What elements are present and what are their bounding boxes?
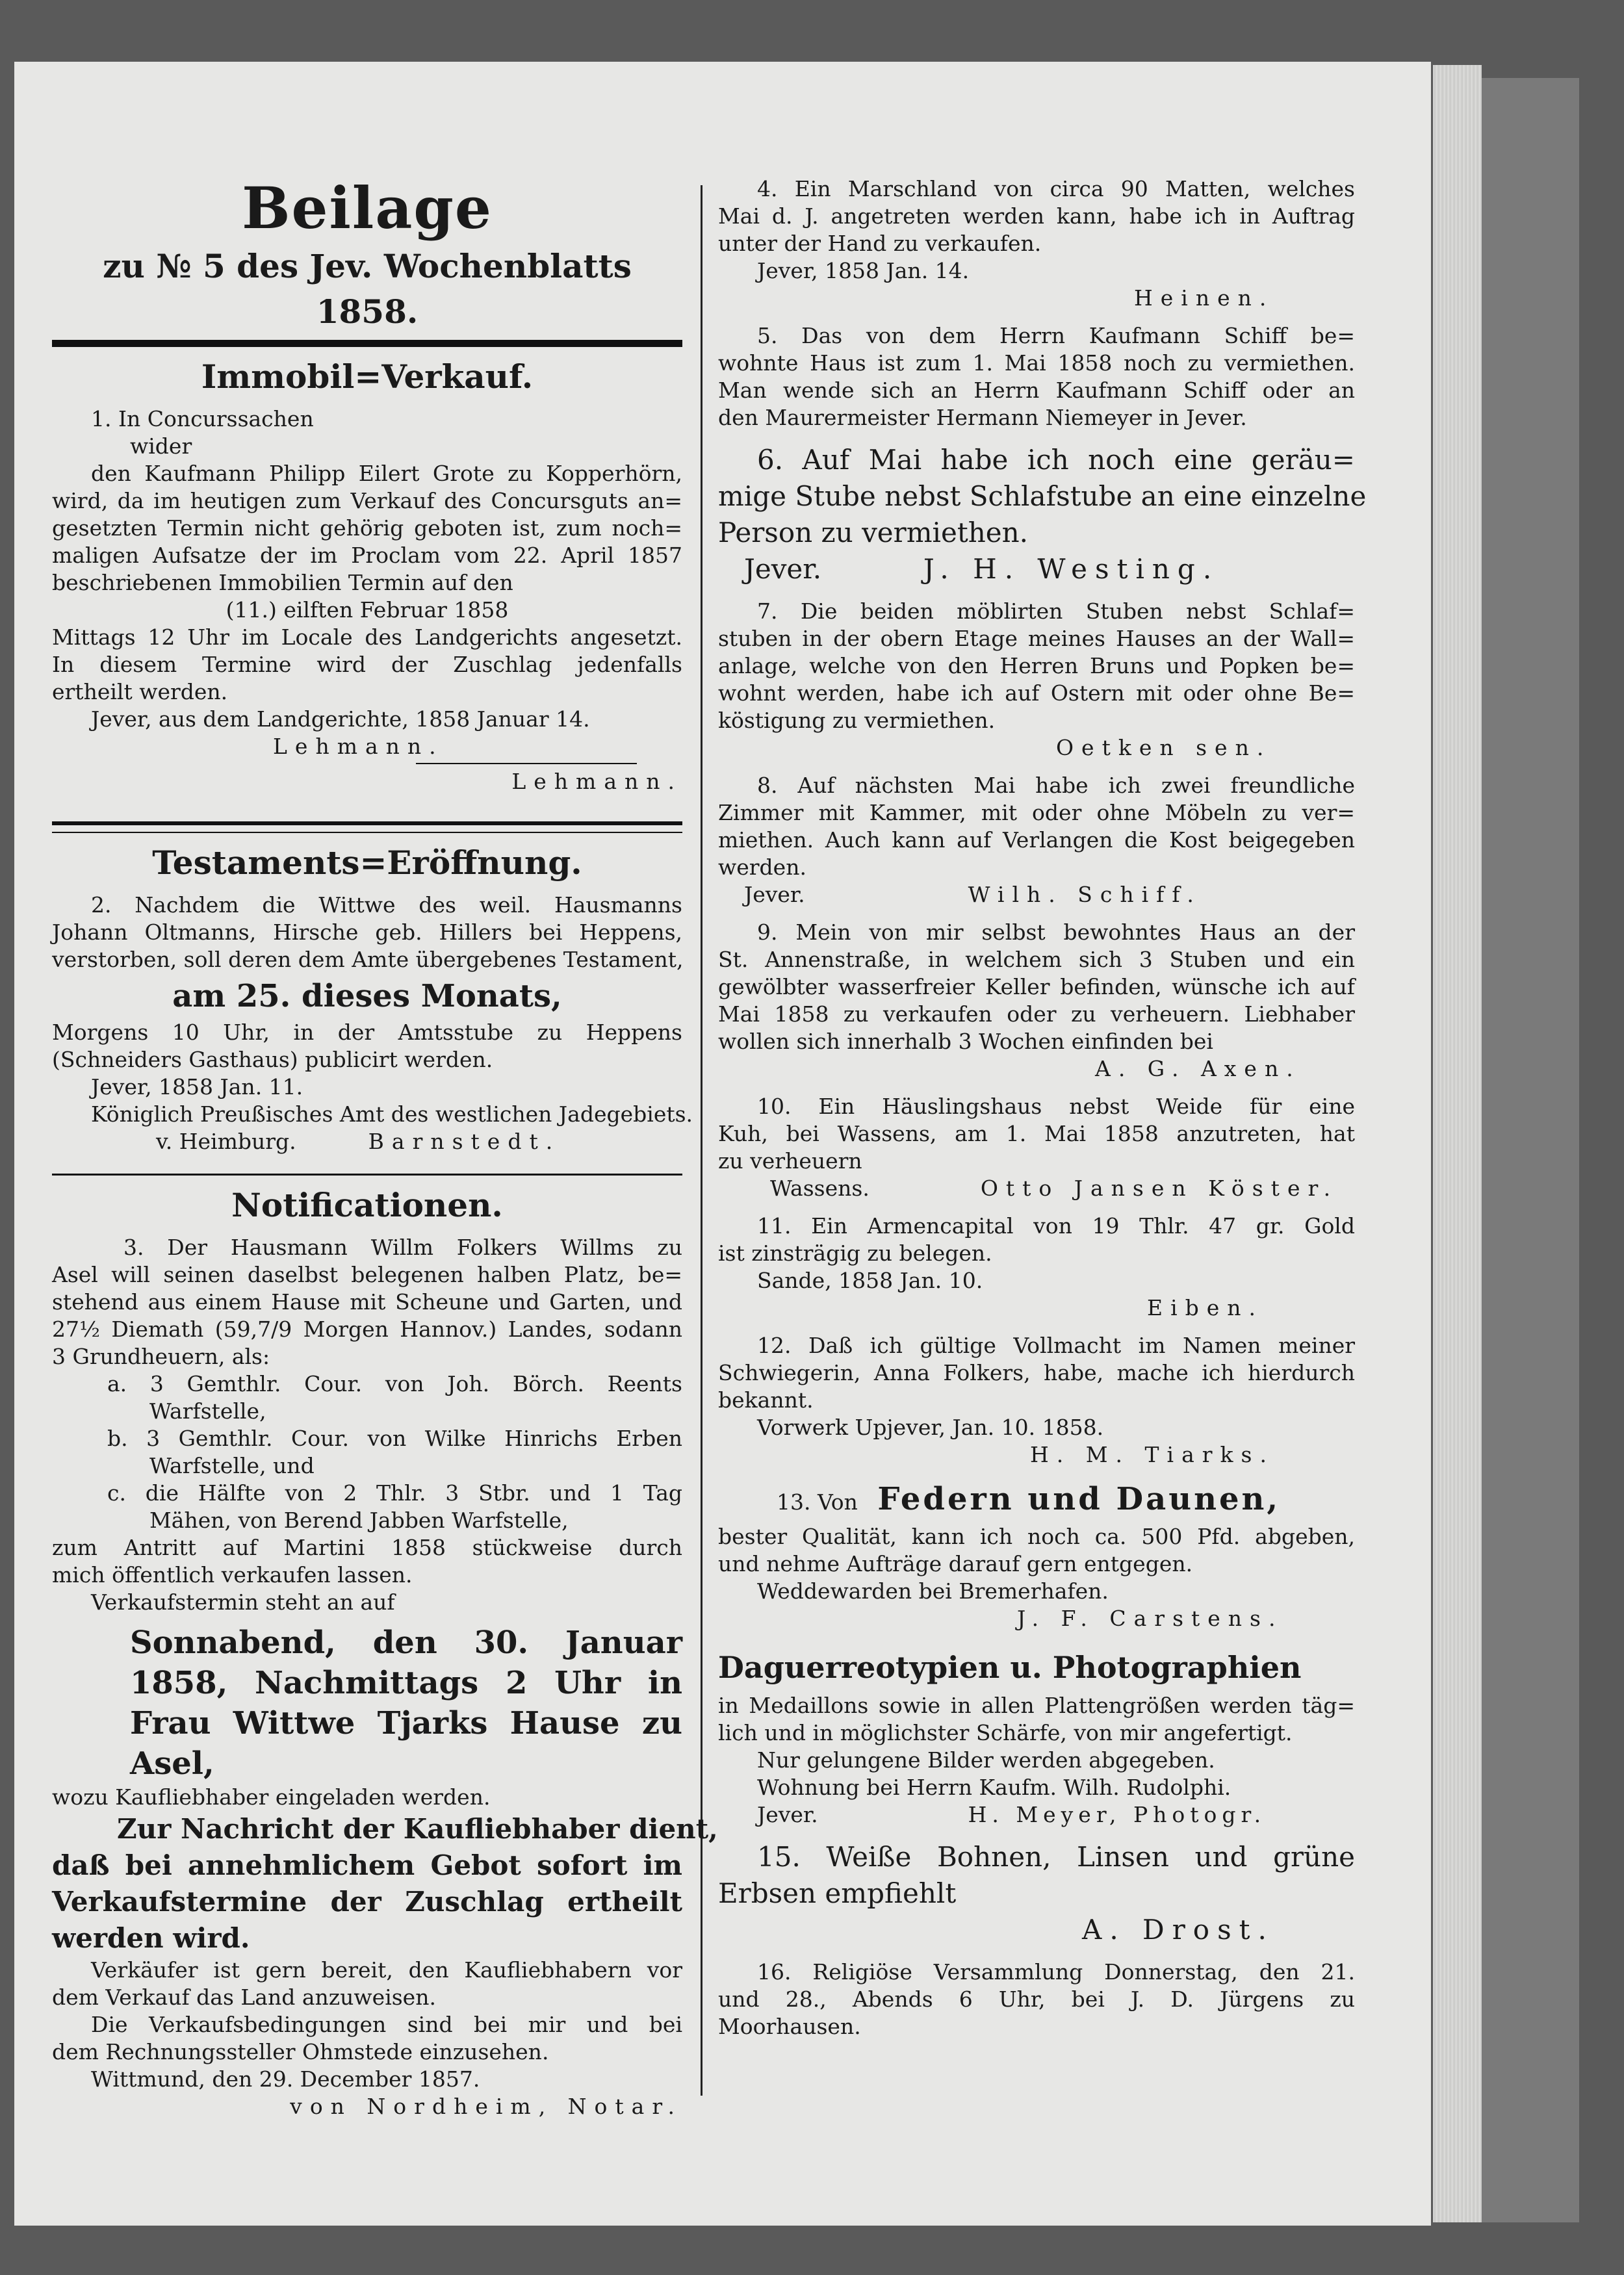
text-line: beschriebenen Immobilien Termin auf den <box>52 570 513 595</box>
text-line: den Maurermeister Hermann Niemeyer in Jever. <box>718 405 1247 430</box>
text-line: werden. <box>718 855 806 880</box>
signature: H. Meyer, Photogr. <box>968 1802 1267 1827</box>
signature: v. Heimburg. <box>156 1129 296 1154</box>
product-headline: Federn und Daunen, <box>877 1481 1281 1517</box>
bold-notice: Verkaufstermine der Zuschlag ertheilt <box>52 1886 682 1918</box>
place: Jever. <box>744 553 822 585</box>
section-heading: Testaments=Eröffnung. <box>152 843 582 882</box>
signature: Oetken sen. <box>1056 735 1272 760</box>
text-line: Mai 1858 zu verkaufen oder zu verheuern. Liebhaber <box>718 1001 1355 1027</box>
text-line: 15. Weiße Bohnen, Linsen und grüne <box>757 1841 1355 1873</box>
signature-line <box>718 1801 1355 1829</box>
text-line: 3. Der Hausmann Willm Folkers Willms zu <box>123 1235 682 1260</box>
signature-rule <box>416 763 637 764</box>
text-line: 7. Die beiden möblirten Stuben nebst Schlaf= <box>757 598 1355 624</box>
text-line: Erbsen empfiehlt <box>718 1877 957 1909</box>
text-line: 12. Daß ich gültige Vollmacht im Namen meiner <box>757 1333 1355 1358</box>
signature: Lehmann. <box>273 734 444 759</box>
text-line: maligen Aufsatze der im Proclam vom 22. April 1857 <box>52 543 682 568</box>
notice-6 <box>718 442 1367 587</box>
notice-16 <box>718 1959 1355 2040</box>
text-line: 11. Ein Armencapital von 19 Thlr. 47 gr. Gold <box>757 1213 1355 1239</box>
text-line: Sande, 1858 Jan. 10. <box>757 1268 983 1293</box>
text-line: Asel will seinen daselbst belegenen halben Platz, be= <box>52 1262 682 1287</box>
signature: H. M. Tiarks. <box>1030 1442 1274 1467</box>
text-line: wohnt werden, habe ich auf Ostern mit oder ohne Be= <box>718 680 1355 706</box>
signature: A. Drost. <box>1082 1914 1274 1946</box>
text-line: wollen sich innerhalb 3 Wochen einfinden bei <box>718 1029 1213 1054</box>
text-line: 3 Grundheuern, als: <box>52 1344 270 1369</box>
signature-line <box>52 1128 682 1155</box>
text-line: 13. Von <box>777 1489 858 1515</box>
list-item: Mähen, von Berend Jabben Warfstelle, <box>149 1508 569 1533</box>
text-line: mige Stube nebst Schlafstube an eine einzelne <box>718 480 1367 512</box>
bold-notice: werden wird. <box>52 1922 250 1954</box>
text-line: Zimmer mit Kammer, mit oder ohne Möbeln zu ver= <box>718 800 1355 825</box>
text-line: gesetzten Termin nicht gehörig geboten ist, zum noch= <box>52 515 682 541</box>
text-line: Wohnung bei Herrn Kaufm. Wilh. Rudolphi. <box>757 1775 1231 1800</box>
text-line: wohnte Haus ist zum 1. Mai 1858 noch zu vermiethen. <box>718 350 1355 376</box>
immobil-section <box>52 352 682 795</box>
text-line: stehend aus einem Hause mit Scheune und Garten, und <box>52 1289 682 1315</box>
text-line: gewölbter wasserfreier Keller befinden, wünsche ich auf <box>718 974 1355 999</box>
signature: von Nordheim, Notar. <box>290 2094 682 2119</box>
text-line: zu verheuern <box>718 1148 862 1174</box>
ad-heading: Daguerreotypien u. Photographien <box>718 1650 1302 1685</box>
date-announcement: 1858, Nachmittags 2 Uhr in <box>130 1665 682 1701</box>
text-line: Jever, 1858 Jan. 14. <box>757 258 970 283</box>
text-line: dem Verkauf das Land anzuweisen. <box>52 1985 436 2010</box>
text-line: lich und in möglichster Schärfe, von mir angefertigt. <box>718 1720 1293 1745</box>
section-heading: Notificationen. <box>231 1186 503 1224</box>
signature: Barnstedt. <box>368 1129 561 1154</box>
date-announcement: Sonnabend, den 30. Januar <box>130 1625 682 1661</box>
signature: Heinen. <box>1134 285 1274 311</box>
text-line: Johann Oltmanns, Hirsche geb. Hillers bei Heppens, <box>52 919 682 945</box>
text-line: wider <box>130 433 192 459</box>
text-line: Jever, aus dem Landgerichte, 1858 Januar 14. <box>91 706 590 732</box>
text-line: 5. Das von dem Herrn Kaufmann Schiff be= <box>757 323 1355 348</box>
text-line: Morgens 10 Uhr, in der Amtsstube zu Heppens <box>52 1020 682 1045</box>
notice-13 <box>718 1479 1355 1632</box>
signature: Eiben. <box>1147 1295 1264 1320</box>
text-line: in Medaillons sowie in allen Plattengrößen werden täg= <box>718 1693 1355 1718</box>
notice-4 <box>718 175 1355 312</box>
text-line: miethen. Auch kann auf Verlangen die Kost beigegeben <box>718 827 1355 853</box>
text-line: den Kaufmann Philipp Eilert Grote zu Kopperhörn, <box>91 461 682 486</box>
signature: J. H. Westing. <box>923 553 1220 585</box>
notice-14 <box>718 1647 1355 1829</box>
text-line: 2. Nachdem die Wittwe des weil. Hausmanns <box>91 892 682 918</box>
text-line: Wittmund, den 29. December 1857. <box>91 2066 480 2092</box>
text-line: 4. Ein Marschland von circa 90 Matten, welches <box>757 176 1355 201</box>
supplement-title: Beilage <box>242 174 493 242</box>
text-line: 6. Auf Mai habe ich noch eine geräu= <box>757 444 1355 476</box>
signature: Wilh. Schiff. <box>968 882 1202 907</box>
text-line: Vorwerk Upjever, Jan. 10. 1858. <box>757 1415 1104 1440</box>
text-line: unter der Hand zu verkaufen. <box>718 231 1042 256</box>
list-item: Warfstelle, und <box>149 1453 315 1478</box>
section-heading: Immobil=Verkauf. <box>201 357 534 396</box>
left-column <box>52 172 718 2120</box>
text-line: 9. Mein von mir selbst bewohntes Haus an der <box>757 919 1355 945</box>
bold-notice: daß bei annehmlichem Gebot sofort im <box>52 1849 682 1881</box>
text-line: mich öffentlich verkaufen lassen. <box>52 1562 413 1587</box>
list-item: c. die Hälfte von 2 Thlr. 3 Stbr. und 1 Tag <box>107 1480 682 1506</box>
list-item: b. 3 Gemthlr. Cour. von Wilke Hinrichs Erben <box>107 1426 682 1451</box>
book-cover <box>1482 78 1579 2222</box>
text-line: Nur gelungene Bilder werden abgegeben. <box>757 1747 1215 1773</box>
text-line: Königlich Preußisches Amt des westlichen Jadegebiets. <box>91 1101 693 1127</box>
list-item: a. 3 Gemthlr. Cour. von Joh. Börch. Reents <box>107 1371 682 1396</box>
signature-line <box>718 1175 1355 1202</box>
date-announcement: Frau Wittwe Tjarks Hause zu <box>130 1705 682 1742</box>
testament-section <box>52 838 693 1155</box>
date-announcement: Asel, <box>130 1745 214 1782</box>
notice-9 <box>718 919 1355 1083</box>
text-line: ist zinsträgig zu belegen. <box>718 1240 992 1266</box>
text-line: 27½ Diemath (59,7/9 Morgen Hannov.) Landes, sodann <box>52 1317 682 1342</box>
headline-line <box>718 1479 1355 1523</box>
page-edge <box>1433 65 1482 2222</box>
text-line: stuben in der obern Etage meines Hauses an der Wall= <box>718 626 1355 651</box>
notice-15 <box>718 1839 1355 1948</box>
text-line: Verkäufer ist gern bereit, den Kaufliebhabern vor <box>91 1957 682 1983</box>
text-line: anlage, welche von den Herren Bruns und Popken be= <box>718 653 1355 678</box>
signature: Otto Jansen Köster. <box>980 1176 1339 1201</box>
signature: J. F. Carstens. <box>1017 1606 1283 1631</box>
text-line: Moorhausen. <box>718 2014 861 2039</box>
signature-line <box>718 881 1355 908</box>
notice-8 <box>718 772 1355 908</box>
place: Jever. <box>757 1802 818 1827</box>
section-rule <box>52 1174 682 1176</box>
text-line: und nehme Aufträge darauf gern entgegen. <box>718 1551 1193 1576</box>
bold-notice: Zur Nachricht der Kaufliebhaber dient, <box>117 1813 718 1845</box>
text-line: (11.) eilften Februar 1858 <box>226 597 509 623</box>
text-line: bester Qualität, kann ich noch ca. 500 Pfd. abgeben, <box>718 1524 1355 1549</box>
text-line: dem Rechnungssteller Ohmstede einzusehen. <box>52 2039 549 2064</box>
place: Wassens. <box>770 1176 870 1201</box>
text-line: Verkaufstermin steht an auf <box>91 1589 395 1615</box>
section-rule <box>52 821 682 833</box>
signature: Lehmann. <box>511 769 682 794</box>
text-line: Schwiegerin, Anna Folkers, habe, mache ich hierdurch <box>718 1360 1355 1385</box>
text-line: köstigung zu vermiethen. <box>718 708 996 733</box>
notice-12 <box>718 1332 1355 1469</box>
text-line: (Schneiders Gasthaus) publicirt werden. <box>52 1047 493 1072</box>
signature: A. G. Axen. <box>1095 1056 1301 1081</box>
notice-7 <box>718 598 1355 762</box>
text-line: zum Antritt auf Martini 1858 stückweise durch <box>52 1535 682 1560</box>
column-divider <box>701 185 702 2096</box>
text-line: Weddewarden bei Bremerhafen. <box>757 1578 1109 1604</box>
text-line: wird, da im heutigen zum Verkauf des Concursguts an= <box>52 488 682 513</box>
text-line: 8. Auf nächsten Mai habe ich zwei freundliche <box>757 773 1355 798</box>
notice-10 <box>718 1093 1355 1202</box>
supplement-subtitle: zu № 5 des Jev. Wochenblatts 1858. <box>103 247 632 331</box>
header-rule <box>52 340 682 347</box>
signature-line <box>718 551 1355 587</box>
text-line: bekannt. <box>718 1387 814 1413</box>
text-line: Person zu vermiethen. <box>718 517 1029 548</box>
notice-5 <box>718 322 1355 431</box>
right-column <box>718 175 1367 2040</box>
text-line: Kuh, bei Wassens, am 1. Mai 1858 anzutreten, hat <box>718 1121 1355 1146</box>
text-line: Mai d. J. angetreten werden kann, habe ich in Auftrag <box>718 203 1355 229</box>
text-line: Jever, 1858 Jan. 11. <box>91 1074 303 1099</box>
list-item: Warfstelle, <box>149 1398 266 1424</box>
text-line: Die Verkaufsbedingungen sind bei mir und bei <box>91 2012 682 2037</box>
text-line: verstorben, soll deren dem Amte übergebenes Testament, <box>52 947 684 972</box>
text-line: St. Annenstraße, in welchem sich 3 Stuben und ein <box>718 947 1355 972</box>
text-line: 1. In Concurssachen <box>91 406 314 431</box>
notifications-section <box>52 1181 718 2120</box>
notice-11 <box>718 1213 1355 1322</box>
text-line: In diesem Termine wird der Zuschlag jedenfalls <box>52 652 682 677</box>
text-line: wozu Kaufliebhaber eingeladen werden. <box>52 1784 491 1810</box>
text-line: 10. Ein Häuslingshaus nebst Weide für eine <box>757 1094 1355 1119</box>
text-line: Man wende sich an Herrn Kaufmann Schiff oder an <box>718 378 1355 403</box>
text-line: Mittags 12 Uhr im Locale des Landgerichts angesetzt. <box>52 624 682 650</box>
text-line: ertheilt werden. <box>52 679 228 704</box>
place: Jever. <box>744 882 805 907</box>
text-line: und 28., Abends 6 Uhr, bei J. D. Jürgens zu <box>718 1986 1355 2012</box>
text-line: 16. Religiöse Versammlung Donnerstag, den 21. <box>757 1959 1355 1985</box>
date-announcement: am 25. dieses Monats, <box>172 978 562 1014</box>
